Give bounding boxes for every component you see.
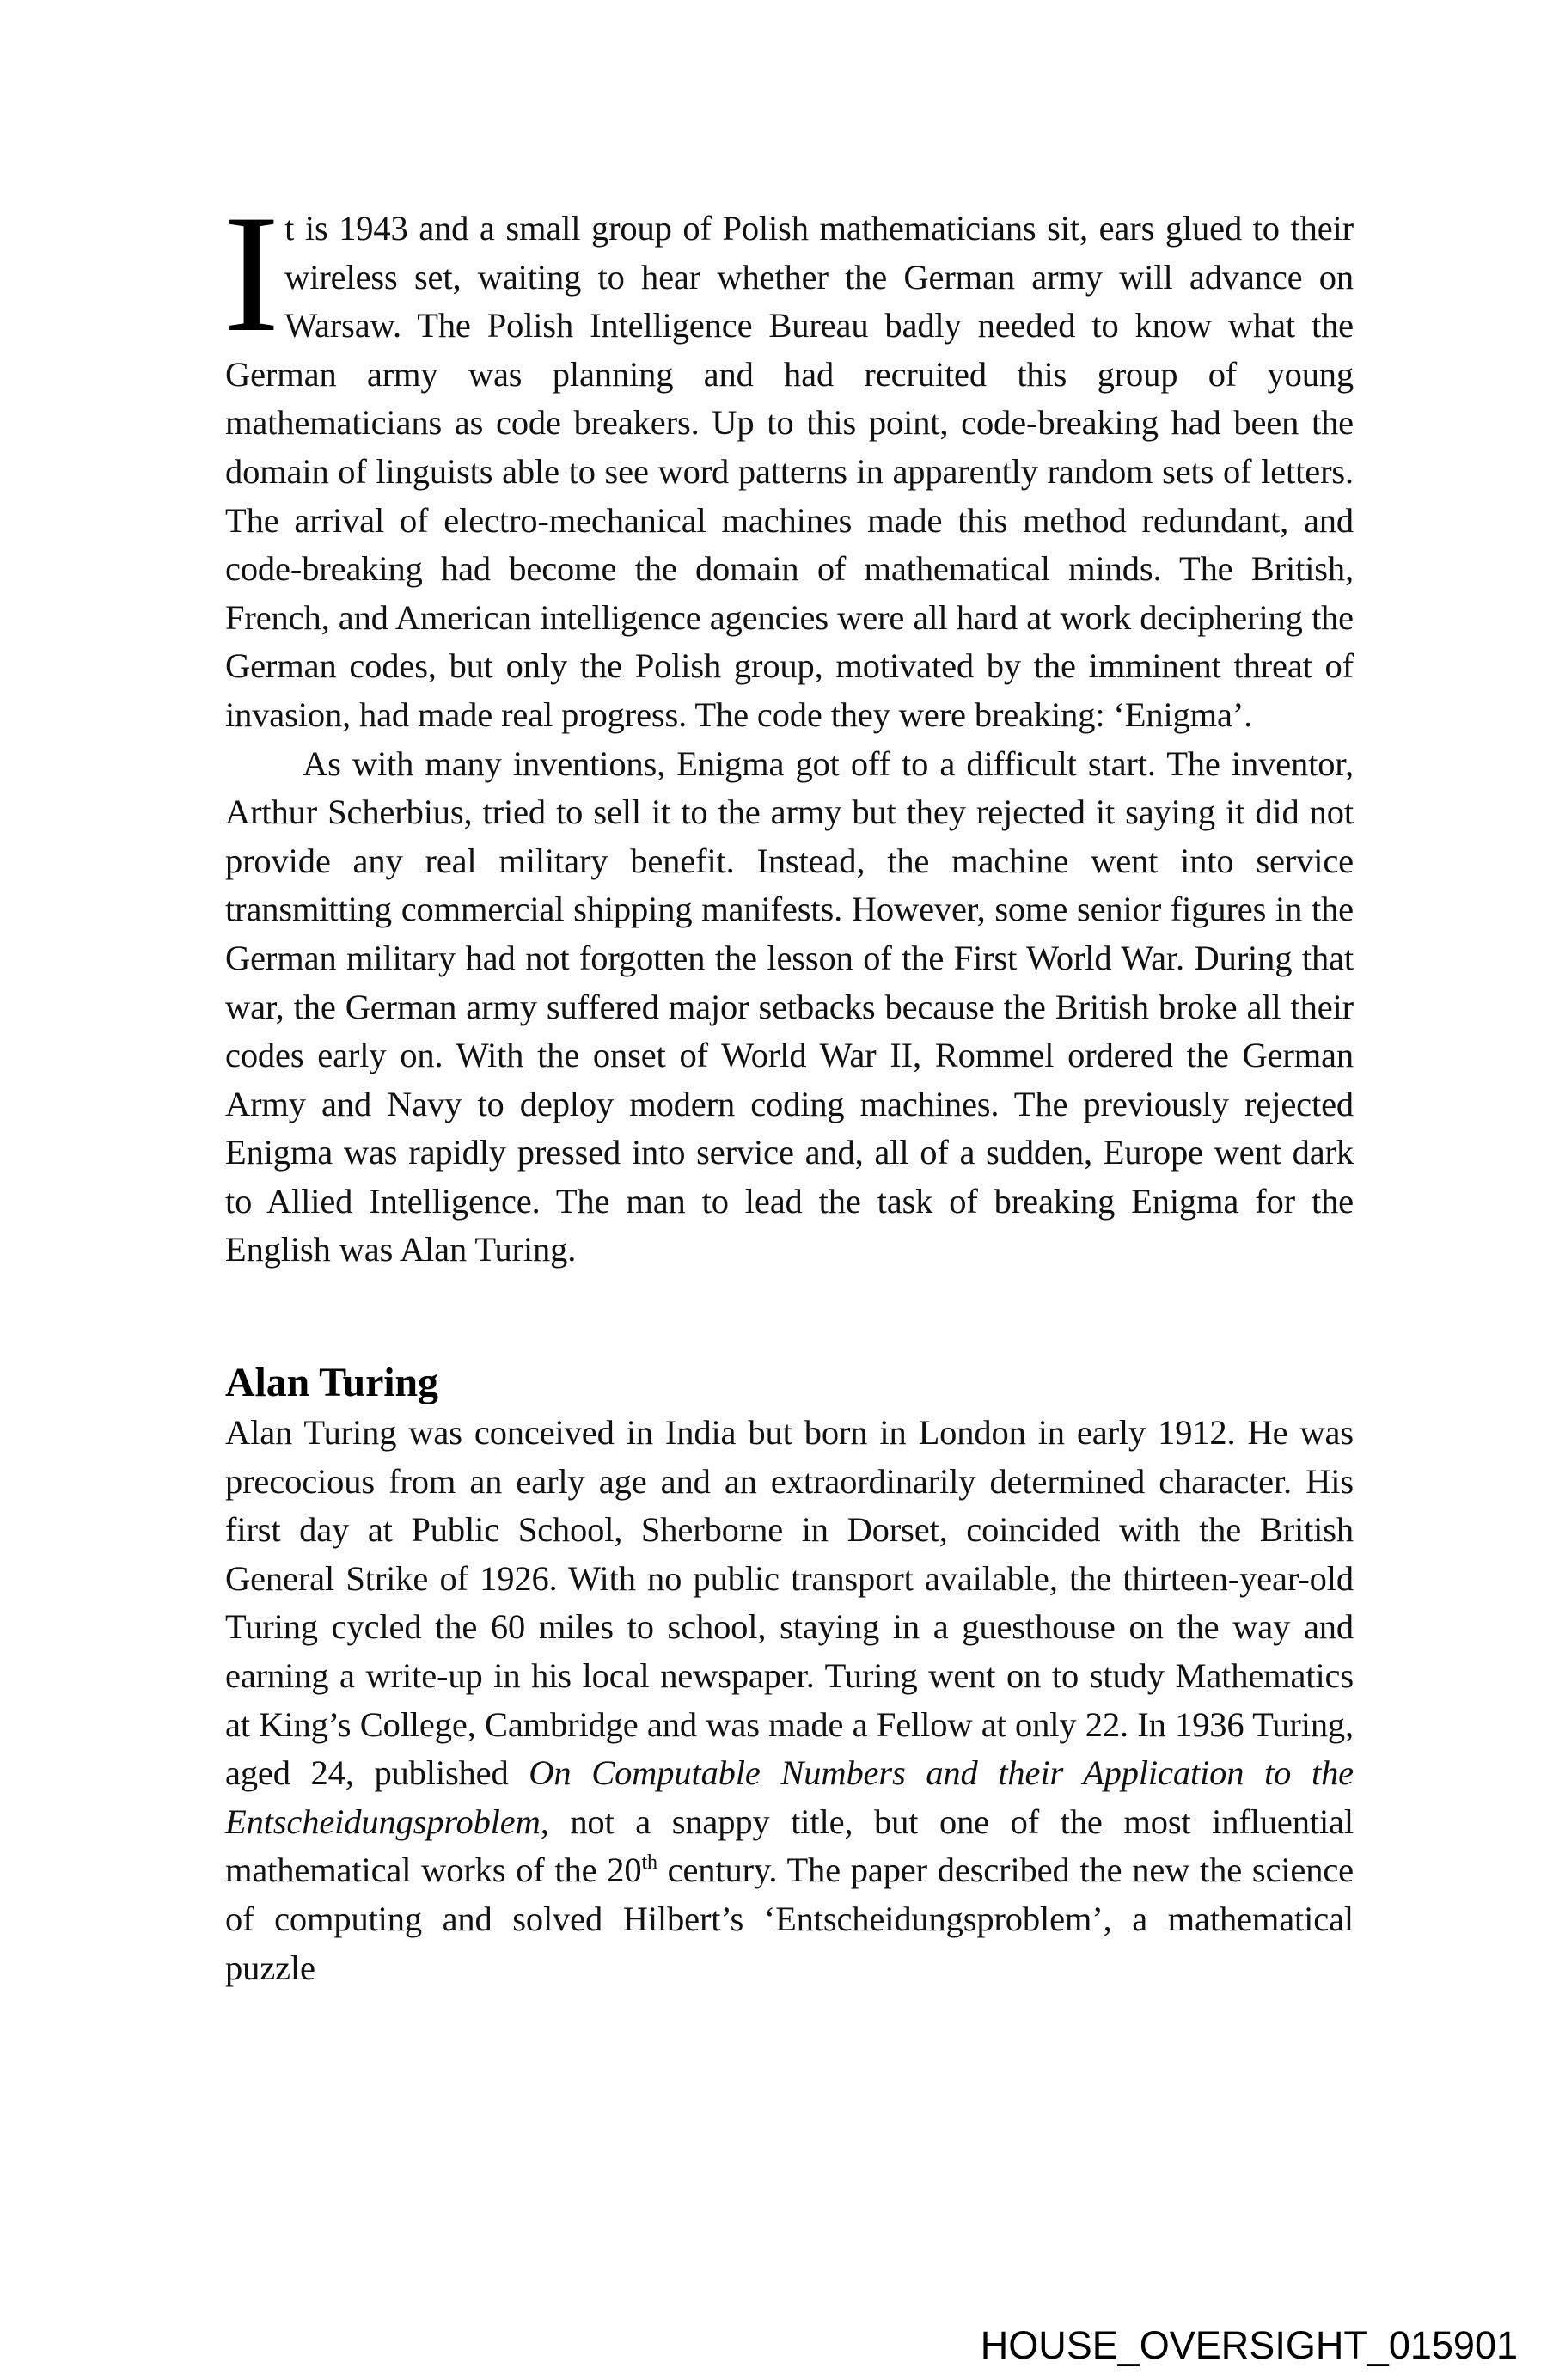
section-paragraph-1-text-a: Alan Turing was conceived in India but born in London in early 1912. He was precocious from an early age and an extraordinarily determined character. His first day at Public School, Sherborne in Dorset, coincided with the British General Strike of 1926. With no public transport available, the thirteen-year-old Turing cycled the 60 miles to school, staying in a guesthouse on the way and earning a write-up in his local newspaper. Turing went on to study Mathematics at King’s College, Cambridge and was made a Fellow at only 22. In 1936 Turing, aged 24, published xyxy=(225,1413,1354,1793)
section-paragraph-1-text-b: , not a snappy title, but one of the most influential mathematical works of the 20 xyxy=(225,1802,1354,1890)
paper-title: On Computable Numbers and their Application to the Entscheidungsproblem xyxy=(225,1753,1354,1841)
intro-paragraph-1 xyxy=(223,180,1354,740)
intro-paragraph-2: As with many inventions, Enigma got off to a difficult start. The inventor, Arthur Scherbius, tried to sell it to the army but they rejected it saying it did not provide any real military benefit. Instead, the machine went into service transmitting commercial shipping manifests. However, some senior figures in the German military had not forgotten the lesson of the First World War. During that war, the German army suffered major setbacks because the British broke all their codes early on. With the onset of World War II, Rommel ordered the German Army and Navy to deploy modern coding machines. The previously rejected Enigma was rapidly pressed into service and, all of a sudden, Europe went dark to Allied Intelligence. The man to lead the task of breaking Enigma for the English was Alan Turing. xyxy=(225,743,1354,1270)
section-paragraph-1 xyxy=(225,1409,1354,1992)
page-body xyxy=(223,180,1354,1992)
bates-stamp: HOUSE_OVERSIGHT_015901 xyxy=(980,2323,1518,2367)
ordinal-suffix: th xyxy=(641,1851,657,1875)
drop-cap-letter: I xyxy=(223,180,280,367)
section-paragraph-1-text-c: century. The paper described the new the science of computing and solved Hilbert’s ‘Entscheidungsproblem’, a mathematical puzzle xyxy=(225,1851,1354,1987)
section-heading: Alan Turing xyxy=(225,1360,438,1406)
intro-paragraph-1-text: t is 1943 and a small group of Polish mathematicians sit, ears glued to their wireless set, waiting to hear whether the German army will advance on Warsaw. The Polish Intelligence Bureau badly needed to know what the German army was planning and had recruited this group of young mathematicians as code breakers. Up to this point, code-breaking had been the domain of linguists able to see word patterns in apparently random sets of letters. The arrival of electro-mechanical machines made this method redundant, and code-breaking had become the domain of mathematical minds. The British, French, and American intelligence agencies were all hard at work deciphering the German codes, but only the Polish group, motivated by the imminent threat of invasion, had made real progress. The code they were breaking: ‘Enigma’. xyxy=(225,209,1354,734)
section-spacer xyxy=(225,1275,1354,1357)
